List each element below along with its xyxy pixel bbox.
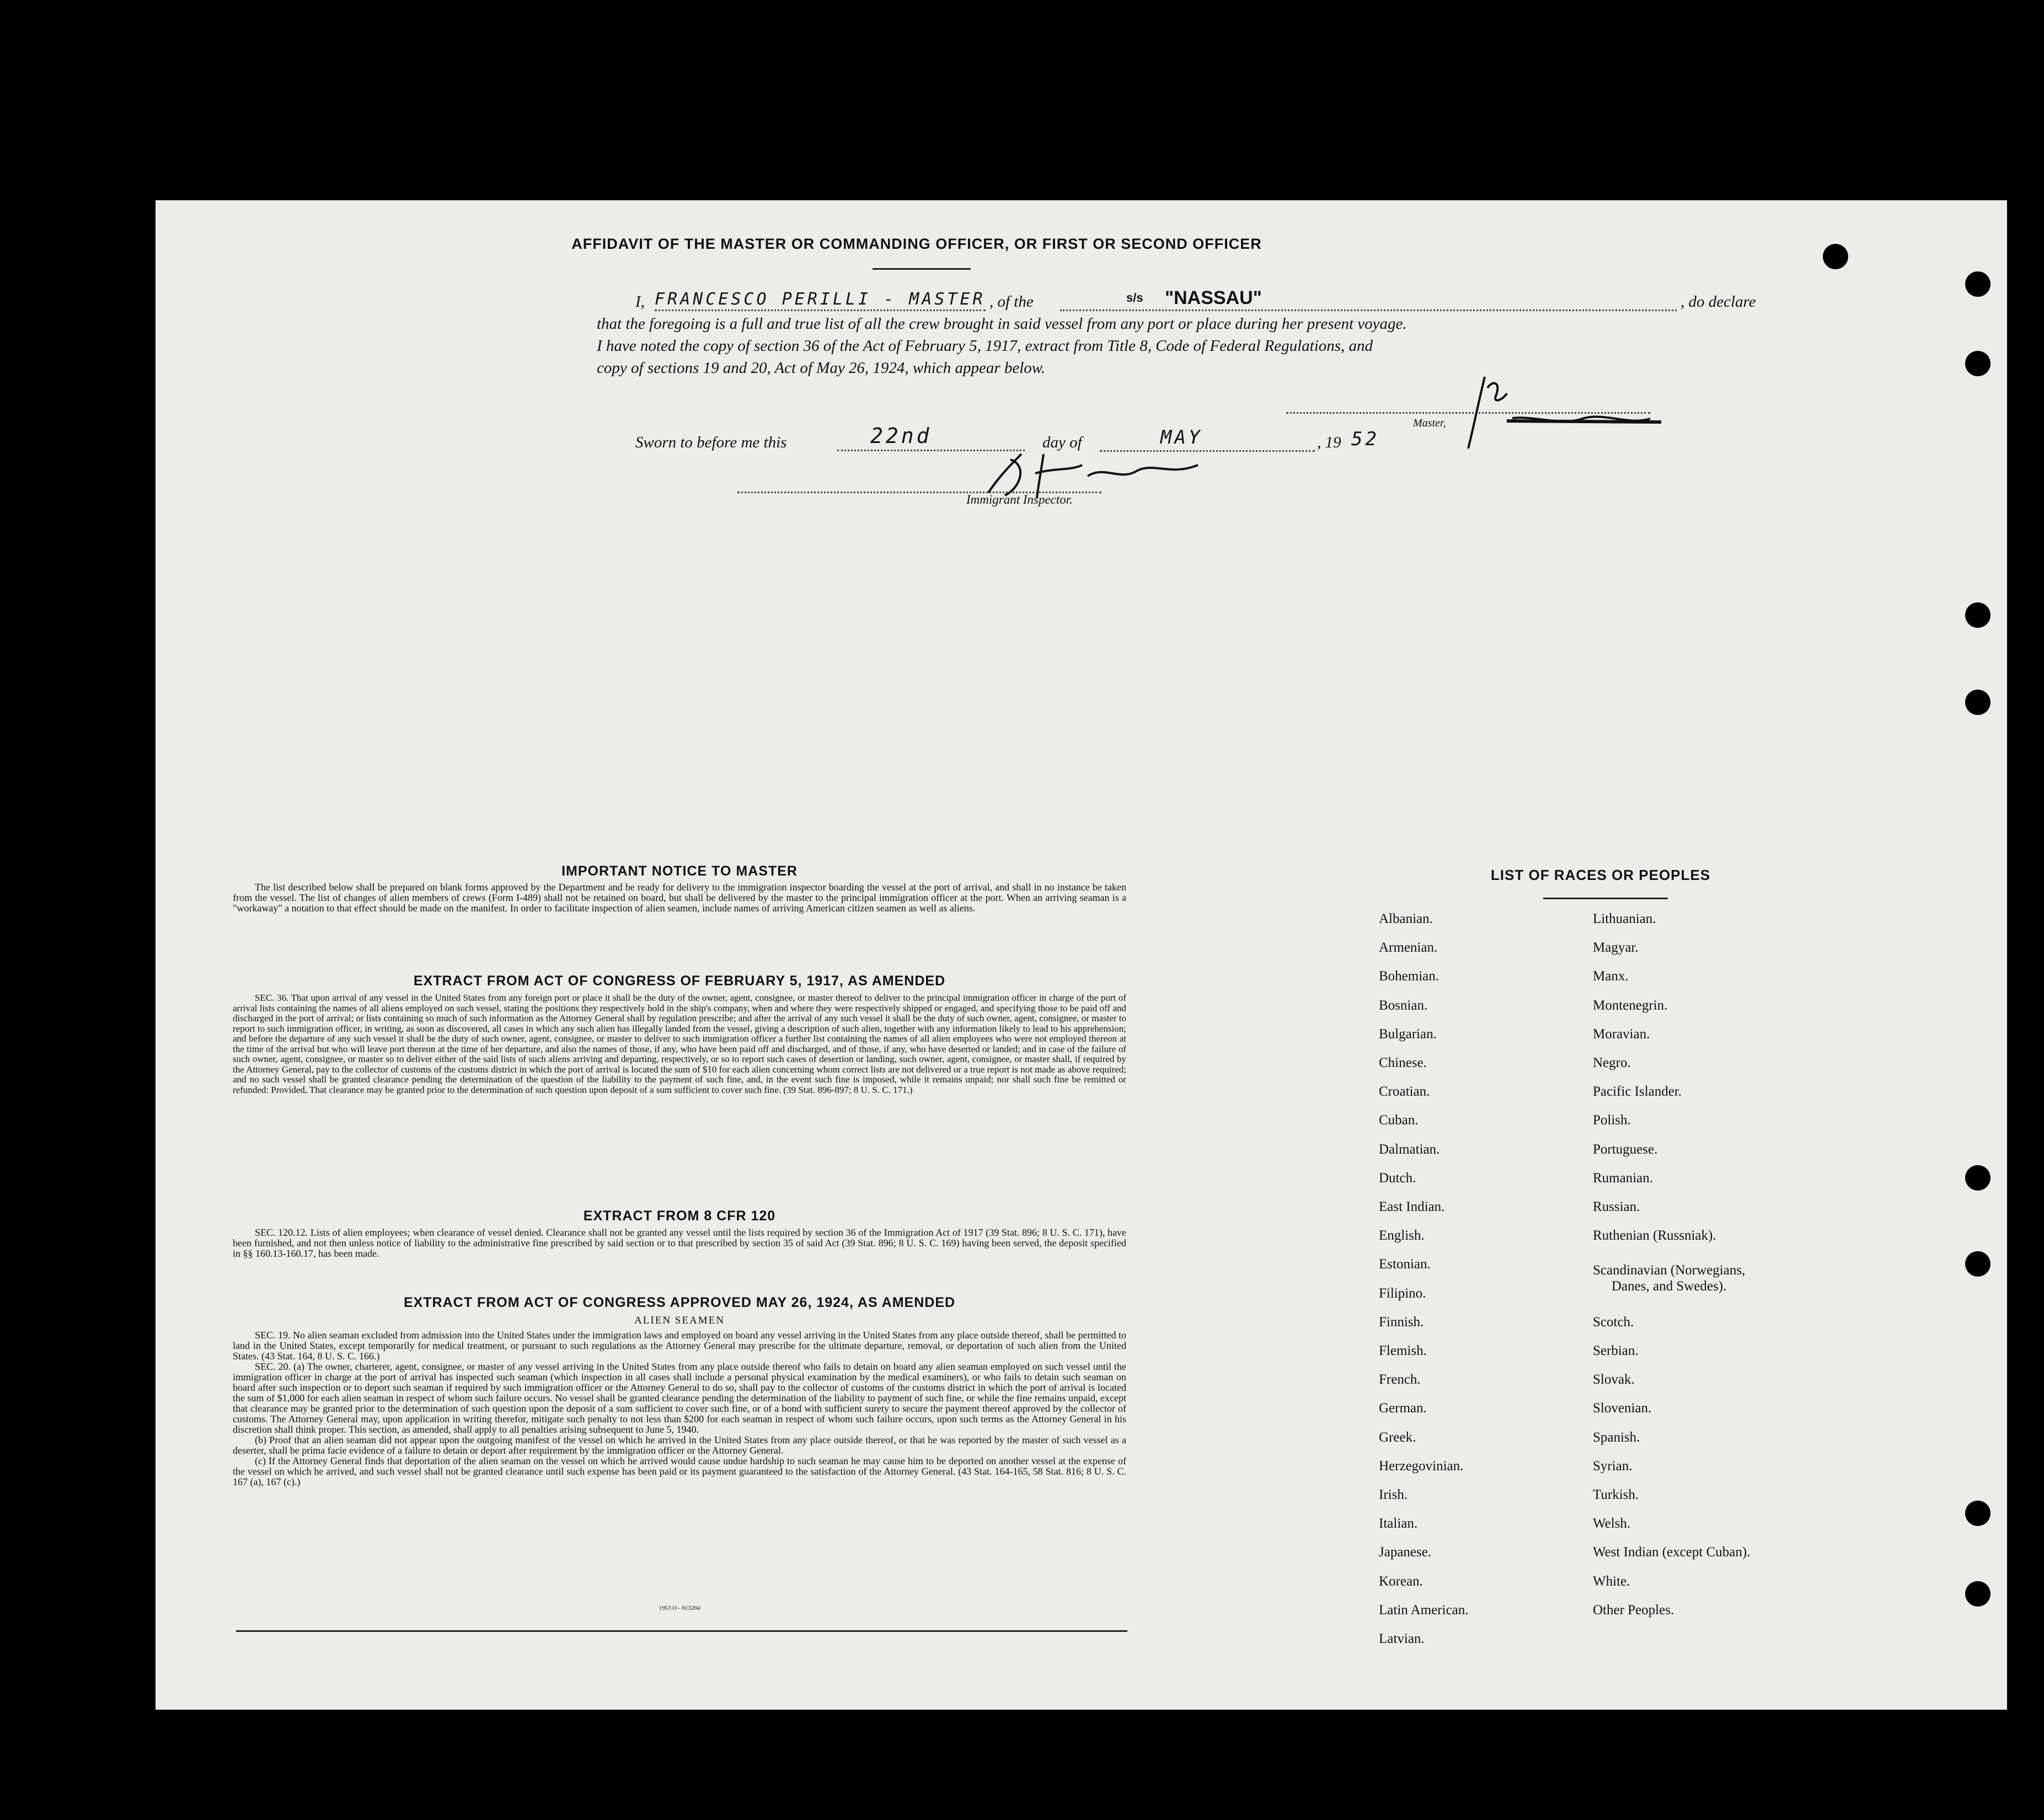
race-item: Cuban. [1379, 1113, 1419, 1128]
race-item: White. [1593, 1573, 1630, 1589]
bottom-rule [236, 1630, 1127, 1632]
race-item: East Indian. [1379, 1199, 1445, 1214]
sworn-month-field: MAY [1100, 426, 1315, 452]
race-item: Greek. [1379, 1429, 1416, 1445]
race-item: English. [1379, 1228, 1425, 1243]
form-page [156, 200, 2007, 1710]
race-item: German. [1379, 1401, 1427, 1416]
race-item: Lithuanian. [1593, 911, 1656, 926]
race-item: Spanish. [1593, 1429, 1640, 1445]
binder-hole-icon [1965, 1165, 1991, 1191]
race-item: French. [1379, 1372, 1421, 1387]
sworn-day-field: 22nd [837, 424, 1025, 451]
notice-title: IMPORTANT NOTICE TO MASTER [561, 863, 798, 879]
race-item: Syrian. [1593, 1458, 1633, 1474]
race-item: Estonian. [1379, 1257, 1431, 1272]
binder-hole-icon [1965, 690, 1991, 715]
affidavit-title: AFFIDAVIT OF THE MASTER OR COMMANDING OFFICER, OR FIRST OR SECOND OFFICER [571, 236, 1262, 252]
master-name-field: FRANCESCO PERILLI - MASTER [655, 290, 986, 311]
race-item: Montenegrin. [1593, 997, 1668, 1013]
sworn-label: Sworn to before me this [635, 434, 787, 451]
race-item: Croatian. [1379, 1084, 1430, 1100]
extract-1924-subtitle: ALIEN SEAMEN [634, 1315, 725, 1326]
race-item: Moravian. [1593, 1026, 1650, 1042]
race-item: Latin American. [1379, 1602, 1469, 1618]
race-item: Bohemian. [1379, 969, 1440, 984]
affidavit-line-1: that the foregoing is a full and true list of all the crew brought in said vessel from any port or place during her present voyage. [597, 315, 1407, 333]
race-item: Japanese. [1379, 1545, 1432, 1560]
binder-hole-icon [1965, 351, 1991, 376]
master-signature-icon [1441, 366, 1672, 454]
race-item: Finnish. [1379, 1314, 1424, 1330]
race-item: Danes, and Swedes). [1612, 1278, 1727, 1294]
race-item: Ruthenian (Russniak). [1593, 1228, 1716, 1243]
binder-hole-icon [1965, 1581, 1991, 1606]
race-item: Pacific Islander. [1593, 1084, 1682, 1100]
race-item: Rumanian. [1593, 1170, 1654, 1186]
vessel-name: "NASSAU" [1165, 287, 1262, 308]
race-item: Chinese. [1379, 1055, 1427, 1070]
race-item: Armenian. [1379, 940, 1438, 956]
race-item: Dalmatian. [1379, 1141, 1440, 1157]
year-prefix: , 19 [1317, 434, 1341, 451]
sec-20c-text: (c) If the Attorney General finds that deportation of the alien seaman on the vessel on which he arrived would cause undue hardship to such seaman he may cause him to be deported on another vessel at the expense of the vessel on which he arrived, and such vessel shall not be granted clearance until such expense has been paid or its payment guaranteed to the satisfaction of the Attorney General. (43 Stat. 164-165, 58 Stat. 816; 8 U. S. C. 167 (a), 167 (c).) [233, 1455, 1126, 1487]
of-the-label: , of the [989, 293, 1034, 311]
notice-text: The list described below shall be prepared on blank forms approved by the Department and be ready for delivery to the immigration inspector boarding the vessel at the port of arrival, and shall in no instance be taken from the vessel. The list of changes of alien members of crews (Form I-489) shall not be retained on board, but shall be delivered by the master to the principal immigration officer at the port. When an arriving seaman is a "workaway" a notation to that effect should be made on the manifest. In order to facilitate inspection of alien seamen, include names of arriving American citizen seamen as well as aliens. [233, 882, 1126, 914]
race-item: Scotch. [1593, 1314, 1634, 1330]
inspector-label: Immigrant Inspector. [966, 493, 1073, 506]
race-item: Other Peoples. [1593, 1602, 1674, 1618]
vessel-field [1060, 287, 1677, 311]
race-item: Irish. [1379, 1487, 1408, 1502]
extract-1924-body [233, 1330, 1126, 1487]
race-item: Bosnian. [1379, 997, 1428, 1013]
race-item: Portuguese. [1593, 1141, 1658, 1157]
binder-hole-icon [1965, 1251, 1991, 1277]
race-item: West Indian (except Cuban). [1593, 1545, 1751, 1560]
binder-hole-icon [1823, 244, 1848, 269]
races-title: LIST OF RACES OR PEOPLES [1490, 867, 1711, 883]
print-code: 1953 O - 813284 [659, 1605, 700, 1611]
race-item: Slovak. [1593, 1372, 1635, 1387]
race-item: Flemish. [1379, 1343, 1427, 1358]
extract-8cfr-text: SEC. 120.12. Lists of alien employees; when clearance of vessel denied. Clearance shall not be granted any vessel until the lists required by section 36 of the Immigration Act of 1917 (39 Stat. 896; 8 U. S. C. 171), have been furnished, and not then unless notice of liability to the administrative fine prescribed by said section or to that prescribed by section 35 of said Act (39 Stat. 896; 8 U. S. C. 169) having been served, the deposit specified in §§ 160.13-160.17, has been made. [233, 1227, 1126, 1259]
extract-1917-text: SEC. 36. That upon arrival of any vessel in the United States from any foreign port or place it shall be the duty of the owner, agent, consignee, or master thereof to deliver to the principal immigration officer in charge of the port of arrival lists containing the names of all aliens employed on such vessel, stating the positions they respectively hold in the ship's company, when and where they were respectively shipped or engaged, and specifying those to be paid off and discharged in the port of arrival; or lists containing so much of such information as the Attorney General shall by regulation prescribe; and after the arrival of any such vessel it shall be the duty of such owner, agent, consignee, or master to report to such immigration officer, in writing, as soon as discovered, all cases in which any such alien has illegally landed from the vessel, giving a description of such alien, together with any information likely to lead to his apprehension; and before the departure of any such vessel it shall be the duty of such owner, agent, consignee, or master to deliver to such immigration officer a further list containing the names of all alien employees who were not employed thereon at the time of the arrival but who will leave port thereon at the time of her departure, and also the names of those, if any, who have been paid off and discharged, and of those, if any, who have deserted or landed; and in case of the failure of such owner, agent, consignee, or master so to deliver either of the said lists of such aliens arriving and departing, respectively, or so to report such cases of desertion or landing, such owner, agent, consignee, or master shall, if required by the Attorney General, pay to the collector of customs of the customs district in which the port of arrival is located the sum of $10 for each alien concerning whom correct lists are not delivered or a true report is not made as above required; and no such vessel shall be granted clearance pending the determination of the question of the liability to the payment of such fine, and, in the event such fine is imposed, while it remains unpaid; nor shall such fine be remitted or refunded: Provided, That clearance may be granted prior to the determination of such question upon deposit of a sum sufficient to cover such fine. (39 Stat. 896-897; 8 U. S. C. 171.) [233, 992, 1126, 1095]
extract-8cfr-title: EXTRACT FROM 8 CFR 120 [583, 1208, 776, 1224]
affidavit-line-2: I have noted the copy of section 36 of the Act of February 5, 1917, extract from Title 8, Code of Federal Regulations, and [597, 337, 1373, 355]
binder-hole-icon [1965, 1501, 1991, 1526]
race-item: Magyar. [1593, 940, 1639, 956]
race-item: Italian. [1379, 1516, 1418, 1531]
race-item: Bulgarian. [1379, 1026, 1437, 1042]
race-item: Dutch. [1379, 1170, 1416, 1186]
race-item: Korean. [1379, 1573, 1423, 1589]
declaration-prefix: I, [635, 293, 645, 311]
sec-19-text: SEC. 19. No alien seaman excluded from admission into the United States under the immigration laws and employed on board any vessel arriving in the United States from any place outside thereof, shall be permitted to land in the United States, except temporarily for medical treatment, or pursuant to such regulations as the Attorney General may prescribe for the ultimate departure, removal, or deportation of such alien from the United States. (43 Stat. 164, 8 U. S. C. 166.) [233, 1330, 1126, 1362]
races-rule [1543, 898, 1668, 899]
title-rule [873, 268, 971, 270]
sec-20b-text: (b) Proof that an alien seaman did not appear upon the outgoing manifest of the vessel on which he arrived in the United States from any place outside thereof, or that he was reported by the master of such vessel as a deserter, shall be prima facie evidence of a failure to detain or deport after requirement by the immigration officer or the Attorney General. [233, 1434, 1126, 1456]
sec-20a-text: SEC. 20. (a) The owner, charterer, agent, consignee, or master of any vessel arriving in the United States from any place outside thereof who fails to detain on board any alien seaman employed on such vessel until the immigration officer in charge at the port of arrival has inspected such seaman (which inspection in all cases shall include a personal physical examination by the medical examiners), or who fails to detain such seaman on board after such inspection or to deport such seaman if required by such immigration officer or the Attorney General to do so, shall pay to the collector of customs of the customs district in which the port of arrival is located the sum of $1,000 for each alien seaman in respect of whom such failure occurs. No vessel shall be granted clearance pending the determination of the liability to payment of such fine, or while the fine remains unpaid, except that clearance may be granted prior to the determination of such question upon the deposit of a sum sufficient to cover such fine, or of a bond with sufficient surety to secure the payment thereof approved by the collector of customs. The Attorney General may, upon application in writing therefor, mitigate such penalty to not less than $200 for each seaman in respect of whom such failure occurs, upon such terms as the Attorney General in his discretion shall think proper. This section, as amended, shall apply to all penalties arising subsequent to June 5, 1940. [233, 1361, 1126, 1435]
extract-1917-title: EXTRACT FROM ACT OF CONGRESS OF FEBRUARY 5, 1917, AS AMENDED [413, 973, 946, 989]
race-item: Turkish. [1593, 1487, 1639, 1502]
vessel-prefix: s/s [1126, 291, 1143, 305]
race-item: Slovenian. [1593, 1401, 1652, 1416]
race-item: Polish. [1593, 1113, 1631, 1128]
affidavit-line-3: copy of sections 19 and 20, Act of May 26, 1924, which appear below. [597, 359, 1046, 377]
race-item: Albanian. [1379, 911, 1433, 926]
race-item: Negro. [1593, 1055, 1631, 1070]
race-item: Manx. [1593, 969, 1629, 984]
race-item: Scandinavian (Norwegians, [1593, 1262, 1746, 1278]
binder-hole-icon [1965, 271, 1991, 297]
race-item: Russian. [1593, 1199, 1640, 1214]
race-item: Serbian. [1593, 1343, 1639, 1358]
sworn-year: 52 [1351, 428, 1379, 450]
race-item: Welsh. [1593, 1516, 1631, 1531]
do-declare-label: , do declare [1681, 293, 1756, 311]
race-item: Latvian. [1379, 1631, 1425, 1646]
race-item: Filipino. [1379, 1285, 1426, 1301]
day-of-label: day of [1042, 434, 1082, 451]
extract-1924-title: EXTRACT FROM ACT OF CONGRESS APPROVED MAY 26, 1924, AS AMENDED [403, 1295, 956, 1310]
binder-hole-icon [1965, 602, 1991, 628]
master-label: Master, [1413, 417, 1446, 429]
race-item: Herzegovinian. [1379, 1458, 1464, 1474]
